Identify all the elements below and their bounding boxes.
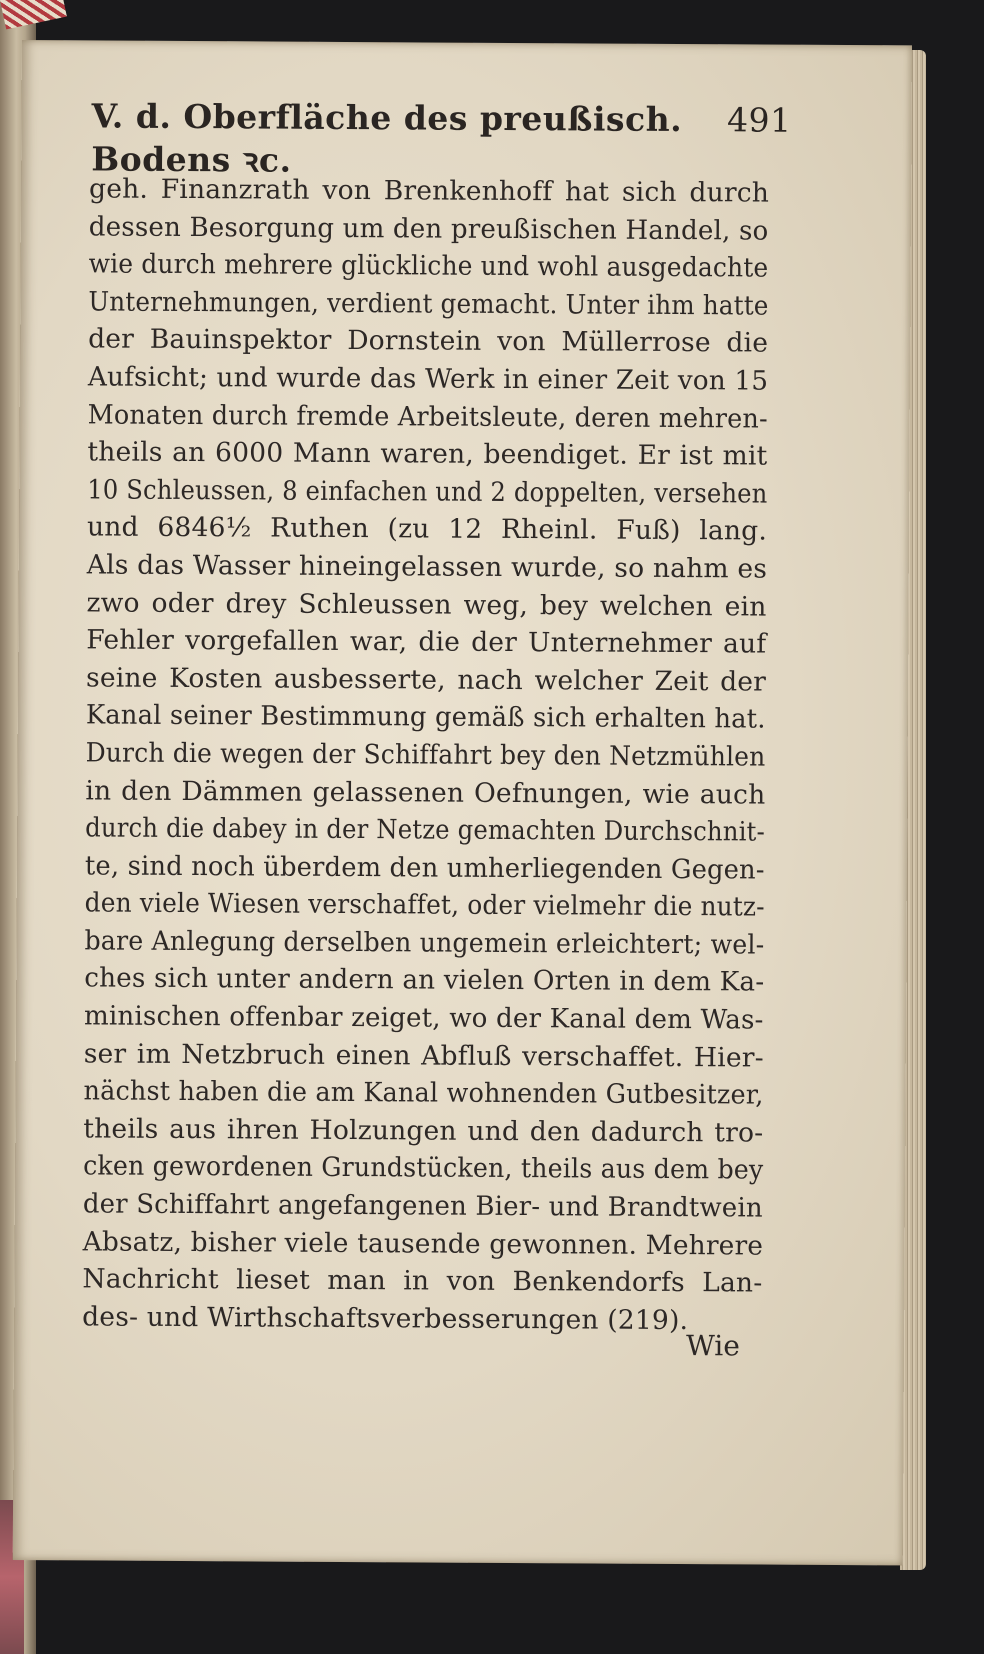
text-line: Absatz, bisher viele tausende gewonnen. Mehrere [82,1226,764,1262]
text-line: theils an 6000 Mann waren, beendiget. Er ist mit [87,436,768,472]
text-line: der Schiffahrt angefangenen Bier- und Brandtwein [82,1188,763,1224]
text-line: in den Dämmen gelassenen Oefnungen, wie auch [85,774,766,811]
text-line: des- und Wirthschaftsverbesserungen (219). [82,1301,689,1336]
text-line: minischen offenbar zeiget, wo der Kanal dem Was- [83,1000,764,1036]
text-line: durch die dabey in der Netze gemachten Durchschnit- [85,812,766,848]
text-line: Als das Wasser hineingelassen wurde, so nahm es [86,549,768,585]
text-line: Fehler vorgefallen war, die der Unternehmer auf [86,624,767,660]
page-number: 491 [726,100,792,140]
running-head: V. d. Oberfläche des preußisch. Bodens ꝛc. [91,96,683,180]
text-line: nächst haben die am Kanal wohnenden Gutbesitzer, [83,1075,764,1111]
catchword: Wie [685,1329,740,1363]
text-line: Monaten durch fremde Arbeitsleute, deren mehren- [87,398,768,435]
text-line: den viele Wiesen verschaffet, oder vielmehr die nutz- [84,887,765,923]
text-line: und 6846½ Ruthen (zu 12 Rheinl. Fuß) lang. [86,511,768,547]
text-line: bare Anlegung derselben ungemein erleichtert; wel- [84,925,765,961]
text-line: geh. Finanzrath von Brenkenhoff hat sich durch [88,173,770,209]
text-line: zwo oder drey Schleussen weg, bey welchen ein [86,586,767,623]
page-header [91,96,792,180]
book-page [13,40,912,1565]
text-line: wie durch mehrere glückliche und wohl ausgedachte [88,248,769,284]
text-line: Durch die wegen der Schiffahrt bey den Netzmühlen [85,737,766,773]
text-line: der Bauinspektor Dornstein von Müllerrose die [88,323,769,359]
text-line: dessen Besorgung um den preußischen Handel, so [88,211,769,247]
body-text [82,170,769,1340]
text-line: te, sind noch überdem den umherliegenden Gegen- [84,850,765,886]
text-line: 10 Schleussen, 8 einfachen und 2 doppelten, versehen [87,474,768,510]
text-line: ches sich unter andern an vielen Orten in dem Ka- [84,962,765,999]
text-line: Kanal seiner Bestimmung gemäß sich erhalten hat. [85,699,766,735]
text-line: Unternehmungen, verdient gemacht. Unter ihm hatte [88,286,769,322]
text-line: Nachricht lieset man in von Benkendorfs Lan- [82,1263,763,1299]
text-line: seine Kosten ausbesserte, nach welcher Zeit der [86,662,767,698]
text-line: cken gewordenen Grundstücken, theils aus dem bey [83,1150,764,1186]
text-line: ser im Netzbruch einen Abfluß verschaffet. Hier- [83,1038,764,1074]
text-line: theils aus ihren Holzungen und den dadurch tro- [83,1113,764,1149]
text-line: Aufsicht; und wurde das Werk in einer Zeit von 15 [87,361,769,397]
